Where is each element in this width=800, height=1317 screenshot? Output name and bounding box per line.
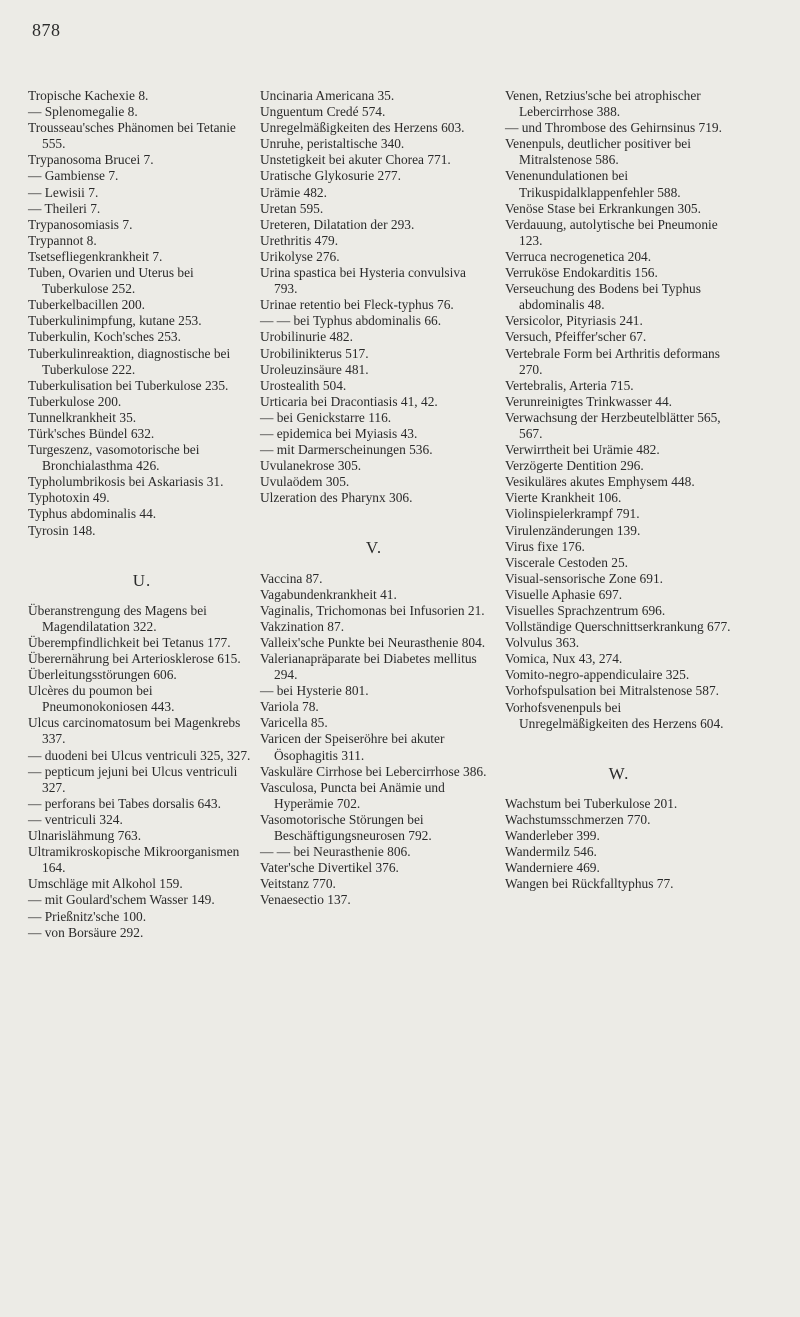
index-entry: Vagabundenkrankheit 41.	[260, 586, 397, 602]
index-entry: Tyrosin 148.	[28, 522, 96, 538]
index-entry: Variola 78.	[260, 699, 319, 715]
index-entry: Veitstanz 770.	[260, 876, 336, 892]
index-entry: Tuberkulin, Koch'sches 253.	[28, 329, 181, 345]
index-entry: Tuberkelbacillen 200.	[28, 297, 146, 313]
index-entry: Vater'sche Divertikel 376.	[260, 860, 399, 876]
index-entry: Violinspielerkrampf 791.	[505, 506, 640, 522]
index-entry: Uvulaödem 305.	[260, 474, 350, 490]
index-entry: Überernährung bei Arteriosklerose 615.	[28, 651, 241, 666]
index-entry: Trypanosoma Brucei 7.	[28, 152, 154, 168]
index-entry: Venenundulationen bei Trikuspidalklappenfehler 588.	[505, 168, 681, 200]
index-entry: Urticaria bei Dracontiasis 41, 42.	[260, 393, 438, 409]
index-column-right	[505, 88, 733, 892]
index-entry: Venen, Retzius'sche bei atrophischer Lebercirrhose 388.	[505, 88, 701, 120]
index-entry: Turgeszenz, vasomotorische bei Bronchialasthma 426.	[28, 442, 200, 474]
index-entry: Verruköse Endokarditis 156.	[505, 265, 658, 281]
page-number: 878	[32, 20, 61, 40]
index-entry: Überanstrengung des Magens bei Magendilatation 322.	[28, 602, 207, 634]
index-entry: Visuelle Aphasie 697.	[505, 586, 623, 602]
index-entry: Urina spastica bei Hysteria convulsiva 793.	[260, 265, 467, 297]
index-entry: Ulzeration des Pharynx 306.	[260, 490, 413, 506]
index-entry: Versicolor, Pityriasis 241.	[505, 313, 643, 329]
index-entry: Wachstum bei Tuberkulose 201.	[505, 795, 678, 811]
index-entry: Vollständige Querschnittserkrankung 677.	[505, 619, 731, 635]
index-entry: Vorhofspulsation bei Mitralstenose 587.	[505, 683, 719, 699]
index-entry: Vesikuläres akutes Emphysem 448.	[505, 474, 695, 490]
index-entry: — bei Genickstarre 116.	[260, 409, 392, 425]
index-entry: Uncinaria Americana 35.	[260, 88, 395, 103]
index-entry: Urobilinurie 482.	[260, 329, 353, 345]
index-entry: Vaginalis, Trichomonas bei Infusorien 21.	[260, 602, 485, 618]
index-entry: Versuch, Pfeiffer'scher 67.	[505, 329, 647, 345]
index-entry: Uretan 595.	[260, 200, 324, 216]
index-entry: Vertebralis, Arteria 715.	[505, 377, 634, 393]
index-entry: Unguentum Credé 574.	[260, 104, 386, 120]
index-entry: — mit Goulard'schem Wasser 149.	[28, 892, 215, 908]
index-entry: Ureteren, Dilatation der 293.	[260, 216, 415, 232]
index-entry: — Splenomegalie 8.	[28, 104, 138, 120]
index-entry: Ulnarislähmung 763.	[28, 828, 142, 844]
index-entry: Urobilinikterus 517.	[260, 345, 369, 361]
index-entry: Urämie 482.	[260, 184, 327, 200]
index-entry: Trypannot 8.	[28, 232, 97, 248]
index-entry: Varicen der Speiseröhre bei akuter Ösophagitis 311.	[260, 731, 445, 763]
index-entry: Ultramikroskopische Mikroorganismen 164.	[28, 844, 240, 876]
index-entry: Vaccina 87.	[260, 570, 323, 586]
index-entry: — und Thrombose des Gehirnsinus 719.	[505, 120, 722, 136]
section-letter-heading: V.	[365, 538, 383, 558]
index-entry: Trypanosomiasis 7.	[28, 216, 133, 232]
index-entry: Vorhofsvenenpuls bei Unregelmäßigkeiten des Herzens 604.	[505, 699, 724, 731]
index-entry: — duodeni bei Ulcus ventriculi 325, 327.	[28, 747, 251, 763]
index-entry: Unruhe, peristaltische 340.	[260, 136, 405, 152]
index-entry: Vaskuläre Cirrhose bei Lebercirrhose 386.	[260, 763, 487, 779]
index-entry: Verruca necrogenetica 204.	[505, 248, 652, 264]
index-entry: Verunreinigtes Trinkwasser 44.	[505, 393, 672, 409]
index-entry: Venaesectio 137.	[260, 892, 351, 908]
index-entry: — Theileri 7.	[28, 200, 101, 216]
index-entry: — Lewisii 7.	[28, 184, 99, 200]
index-entry: Wachstumsschmerzen 770.	[505, 811, 651, 827]
index-entry: Tuberkulinimpfung, kutane 253.	[28, 313, 202, 329]
index-entry: — — bei Neurasthenie 806.	[260, 844, 411, 860]
index-entry: Uratische Glykosurie 277.	[260, 168, 401, 184]
index-entry: Überleitungsstörungen 606.	[28, 667, 177, 683]
index-entry: Urikolyse 276.	[260, 248, 340, 264]
index-entry: Wanderleber 399.	[505, 828, 600, 844]
index-entry: Virulenzänderungen 139.	[505, 522, 641, 538]
index-entry: Tuberkulinreaktion, diagnostische bei Tuberkulose 222.	[28, 345, 231, 377]
index-column-left	[28, 88, 256, 941]
index-entry: — pepticum jejuni bei Ulcus ventriculi 327.	[28, 763, 238, 795]
index-entry: Uroleuzinsäure 481.	[260, 361, 369, 377]
index-entry: Wanderniere 469.	[505, 860, 600, 876]
index-entry: Verseuchung des Bodens bei Typhus abdominalis 48.	[505, 281, 701, 313]
index-entry: Urethritis 479.	[260, 232, 339, 248]
index-entry: Verzögerte Dentition 296.	[505, 458, 644, 474]
index-entry: Typhus abdominalis 44.	[28, 506, 157, 522]
index-entry: — mit Darmerscheinungen 536.	[260, 442, 433, 458]
index-entry: Ulcères du poumon bei Pneumonokoniosen 443.	[28, 683, 175, 715]
index-entry: Trousseau'sches Phänomen bei Tetanie 555.	[28, 120, 236, 152]
index-entry: — perforans bei Tabes dorsalis 643.	[28, 795, 221, 811]
index-entry: Verwirrtheit bei Urämie 482.	[505, 442, 660, 458]
index-entry: Tsetsefliegenkrankheit 7.	[28, 248, 163, 264]
index-entry: — ventriculi 324.	[28, 811, 123, 827]
index-entry: Umschläge mit Alkohol 159.	[28, 876, 183, 892]
index-entry: Tropische Kachexie 8.	[28, 88, 149, 103]
section-letter-heading: U.	[132, 570, 152, 590]
index-entry: Tuberkulose 200.	[28, 393, 122, 409]
index-entry: Typholumbrikosis bei Askariasis 31.	[28, 474, 224, 490]
index-entry: Venöse Stase bei Erkrankungen 305.	[505, 200, 701, 216]
index-entry: Vierte Krankheit 106.	[505, 490, 622, 506]
section-letter-heading: W.	[608, 763, 630, 783]
index-entry: Wangen bei Rückfalltyphus 77.	[505, 876, 674, 892]
index-entry: Uvulanekrose 305.	[260, 458, 362, 474]
index-entry: Vertebrale Form bei Arthritis deformans 270.	[505, 345, 720, 377]
index-entry: Vakzination 87.	[260, 618, 345, 634]
index-entry: — Gambiense 7.	[28, 168, 119, 184]
index-entry: Valleix'sche Punkte bei Neurasthenie 804.	[260, 634, 486, 650]
index-entry: Vasomotorische Störungen bei Beschäftigungsneurosen 792.	[260, 811, 432, 844]
index-entry: Unstetigkeit bei akuter Chorea 771.	[260, 152, 451, 168]
index-entry: Verdauung, autolytische bei Pneumonie 123.	[505, 216, 718, 248]
index-entry: Vasculosa, Puncta bei Anämie und Hyperämie 702.	[260, 779, 445, 811]
index-entry: Verwachsung der Herzbeutelblätter 565, 567.	[505, 409, 721, 441]
index-entry: Überempfindlichkeit bei Tetanus 177.	[28, 634, 231, 650]
index-entry: Vomica, Nux 43, 274.	[505, 651, 623, 667]
index-entry: Volvulus 363.	[505, 635, 580, 651]
index-entry: — von Borsäure 292.	[28, 924, 144, 940]
index-entry: Venenpuls, deutlicher positiver bei Mitralstenose 586.	[505, 136, 691, 168]
index-entry: — — bei Typhus abdominalis 66.	[260, 313, 442, 329]
index-entry: Tuben, Ovarien und Uterus bei Tuberkulose 252.	[28, 265, 194, 297]
index-entry: — epidemica bei Myiasis 43.	[260, 425, 418, 441]
index-entry: Vomito-negro-appendiculaire 325.	[505, 667, 690, 683]
index-column-middle	[260, 88, 488, 909]
index-entry: Ulcus carcinomatosum bei Magenkrebs 337.	[28, 715, 241, 747]
index-entry: Viscerale Cestoden 25.	[505, 554, 629, 570]
index-entry: Varicella 85.	[260, 715, 328, 731]
index-entry: Urostealith 504.	[260, 377, 347, 393]
index-entry: Typhotoxin 49.	[28, 490, 110, 506]
index-entry: — bei Hysterie 801.	[260, 683, 369, 699]
index-entry: Virus fixe 176.	[505, 538, 585, 554]
index-entry: Unregelmäßigkeiten des Herzens 603.	[260, 120, 465, 136]
index-entry: — Prießnitz'sche 100.	[28, 908, 147, 924]
index-entry: Visual-sensorische Zone 691.	[505, 570, 663, 586]
index-entry: Tunnelkrankheit 35.	[28, 409, 137, 425]
index-entry: Urinae retentio bei Fleck-typhus 76.	[260, 297, 454, 313]
index-entry: Tuberkulisation bei Tuberkulose 235.	[28, 377, 229, 393]
index-entry: Visuelles Sprachzentrum 696.	[505, 603, 666, 618]
index-entry: Valerianapräparate bei Diabetes mellitus 294.	[260, 651, 477, 683]
index-entry: Türk'sches Bündel 632.	[28, 425, 155, 441]
index-entry: Wandermilz 546.	[505, 844, 597, 860]
